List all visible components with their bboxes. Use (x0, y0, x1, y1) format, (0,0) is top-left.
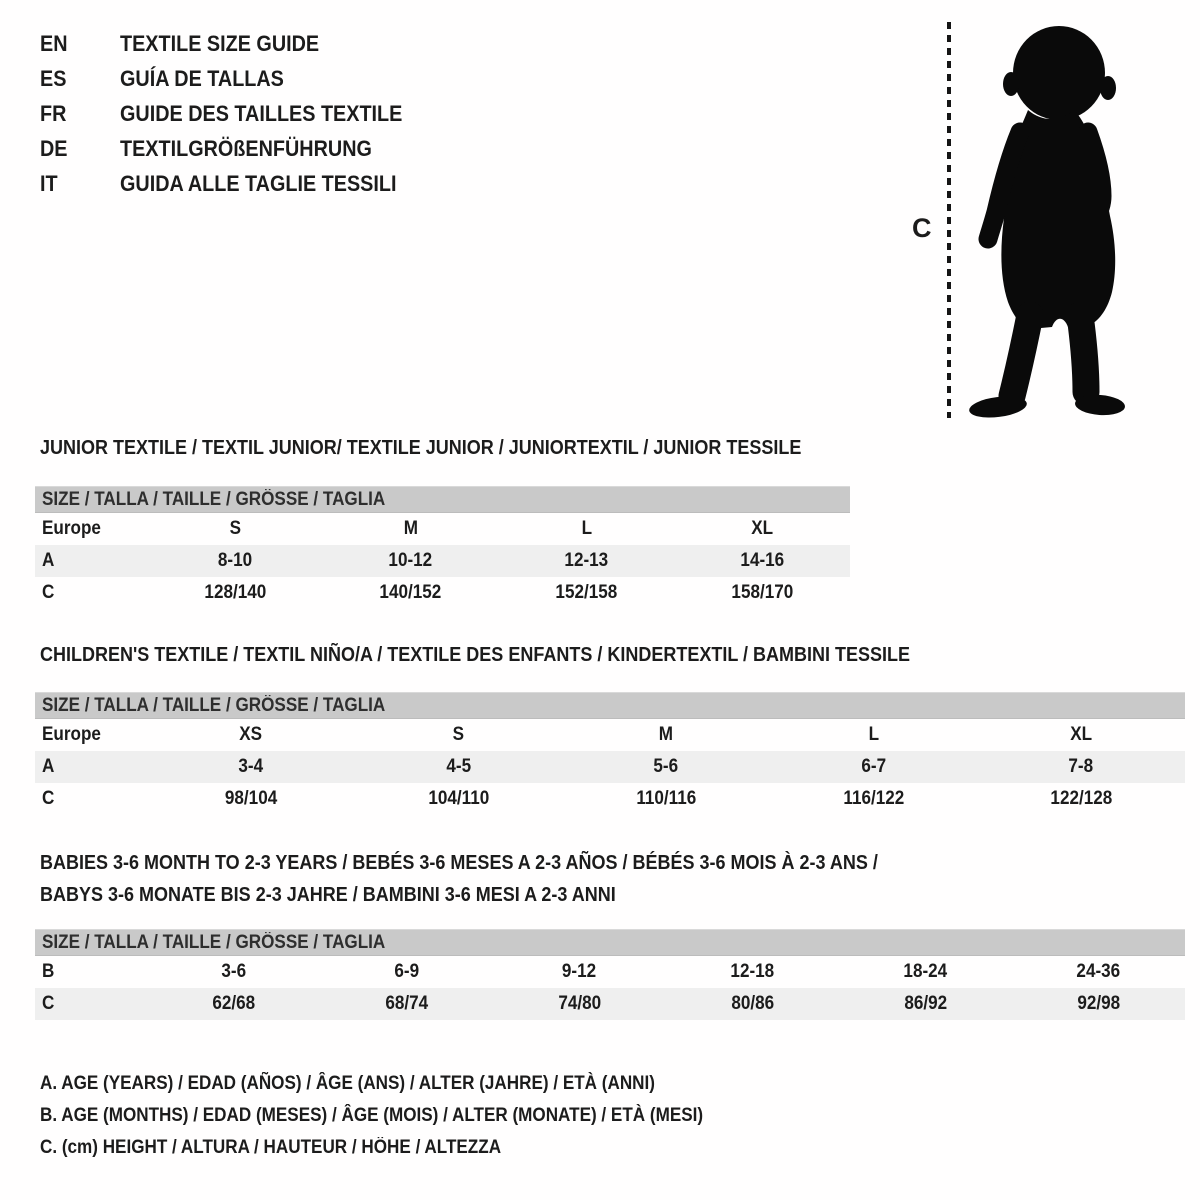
language-label: GUÍA DE TALLAS (120, 65, 284, 91)
toddler-silhouette-icon (963, 20, 1140, 420)
table-cell: 9-12 (562, 961, 597, 982)
table-cell: 6-7 (861, 756, 886, 777)
row-label: C (42, 582, 55, 603)
language-code: FR (40, 100, 67, 126)
table-cell: 74/80 (558, 993, 601, 1014)
children-size-table (35, 692, 1185, 815)
table-cell: 158/170 (731, 582, 794, 603)
language-label: GUIDA ALLE TAGLIE TESSILI (120, 170, 397, 196)
column-header: S (229, 518, 241, 539)
table-cell: 8-10 (217, 550, 252, 571)
language-code: EN (40, 30, 68, 56)
table-row-columns (35, 719, 1185, 751)
height-dashed-line (945, 20, 953, 420)
table-row-height (35, 988, 1185, 1020)
table-row-age (35, 751, 1185, 783)
table-cell: 24-36 (1076, 961, 1121, 982)
column-header: Europe (42, 518, 101, 539)
table-cell: 3-6 (221, 961, 246, 982)
table-cell: 6-9 (394, 961, 419, 982)
table-cell: 3-4 (238, 756, 264, 777)
language-code: IT (40, 170, 58, 196)
row-label: A (42, 756, 55, 777)
table-cell: 116/122 (843, 788, 905, 809)
language-code: DE (40, 135, 68, 161)
column-header: L (581, 518, 592, 539)
row-label: B (42, 961, 55, 982)
column-header: XL (751, 518, 774, 539)
table-cell: 4-5 (446, 756, 471, 777)
table-cell: 92/98 (1077, 993, 1120, 1014)
column-header: XL (1070, 724, 1093, 745)
language-code: ES (40, 65, 67, 91)
column-header: Europe (42, 724, 101, 745)
language-row-it (40, 166, 434, 201)
table-row-age-months (35, 956, 1185, 988)
table-row-height (35, 783, 1185, 815)
language-label: TEXTILE SIZE GUIDE (120, 30, 320, 56)
column-header: S (452, 724, 465, 745)
table-cell: 140/152 (379, 582, 442, 603)
size-header-bar: SIZE / TALLA / TAILLE / GRÖSSE / TAGLIA (35, 692, 1185, 719)
size-header-bar: SIZE / TALLA / TAILLE / GRÖSSE / TAGLIA (35, 486, 850, 513)
row-label: C (42, 788, 55, 809)
column-header: M (658, 724, 674, 745)
table-cell: 12-18 (730, 961, 775, 982)
table-cell: 7-8 (1068, 756, 1094, 777)
table-cell: 152/158 (555, 582, 618, 603)
column-header: L (868, 724, 879, 745)
table-cell: 104/110 (427, 788, 489, 809)
row-label: A (42, 550, 55, 571)
table-row-age (35, 545, 850, 577)
table-cell: 62/68 (212, 993, 255, 1014)
table-cell: 18-24 (903, 961, 948, 982)
table-cell: 5-6 (653, 756, 679, 777)
language-row-en (40, 26, 434, 61)
table-cell: 122/128 (1050, 788, 1113, 809)
row-label: C (42, 993, 55, 1014)
babies-section-title: BABIES 3-6 MONTH TO 2-3 YEARS / BEBÉS 3-6 MESES A 2-3 AÑOS / BÉBÉS 3-6 MOIS À 2-3 ANS / BABYS 3-6 MONATE BIS 2-3 JAHRE / BAMBINI 3-6 MESI A 2-3 ANNI (40, 852, 878, 906)
legend-line-a: A. AGE (YEARS) / EDAD (AÑOS) / ÂGE (ANS) / ALTER (JAHRE) / ETÀ (ANNI) (40, 1073, 655, 1094)
language-label: TEXTILGRÖßENFÜHRUNG (120, 135, 372, 161)
children-section-title: CHILDREN'S TEXTILE / TEXTIL NIÑO/A / TEXTILE DES ENFANTS / KINDERTEXTIL / BAMBINI TESSILE (40, 644, 911, 666)
language-list (40, 26, 434, 201)
table-cell: 10-12 (388, 550, 433, 571)
language-row-fr (40, 96, 434, 131)
junior-section-title: JUNIOR TEXTILE / TEXTIL JUNIOR/ TEXTILE JUNIOR / JUNIORTEXTIL / JUNIOR TESSILE (40, 437, 802, 459)
column-header: M (403, 518, 418, 539)
legend-line-b: B. AGE (MONTHS) / EDAD (MESES) / ÂGE (MOIS) / ALTER (MONATE) / ETÀ (MESI) (40, 1105, 704, 1126)
language-label: GUIDE DES TAILLES TEXTILE (120, 100, 403, 126)
table-row-columns (35, 513, 850, 545)
babies-size-table (35, 929, 1185, 1020)
table-row-height (35, 577, 850, 609)
legend-line-c: C. (cm) HEIGHT / ALTURA / HAUTEUR / HÖHE / ALTEZZA (40, 1137, 502, 1158)
legend (40, 1068, 777, 1164)
table-cell: 128/140 (203, 582, 266, 603)
language-row-de (40, 131, 434, 166)
table-cell: 68/74 (385, 993, 428, 1014)
table-cell: 12-13 (564, 550, 609, 571)
table-cell: 86/92 (904, 993, 947, 1014)
column-header: XS (239, 724, 263, 745)
language-row-es (40, 61, 434, 96)
table-cell: 110/116 (636, 788, 696, 809)
table-cell: 80/86 (731, 993, 774, 1014)
table-cell: 98/104 (224, 788, 277, 809)
junior-size-table (35, 486, 850, 609)
size-header-bar: SIZE / TALLA / TAILLE / GRÖSSE / TAGLIA (35, 929, 1185, 956)
height-measure-label: C (912, 213, 932, 243)
table-cell: 14-16 (740, 550, 784, 571)
